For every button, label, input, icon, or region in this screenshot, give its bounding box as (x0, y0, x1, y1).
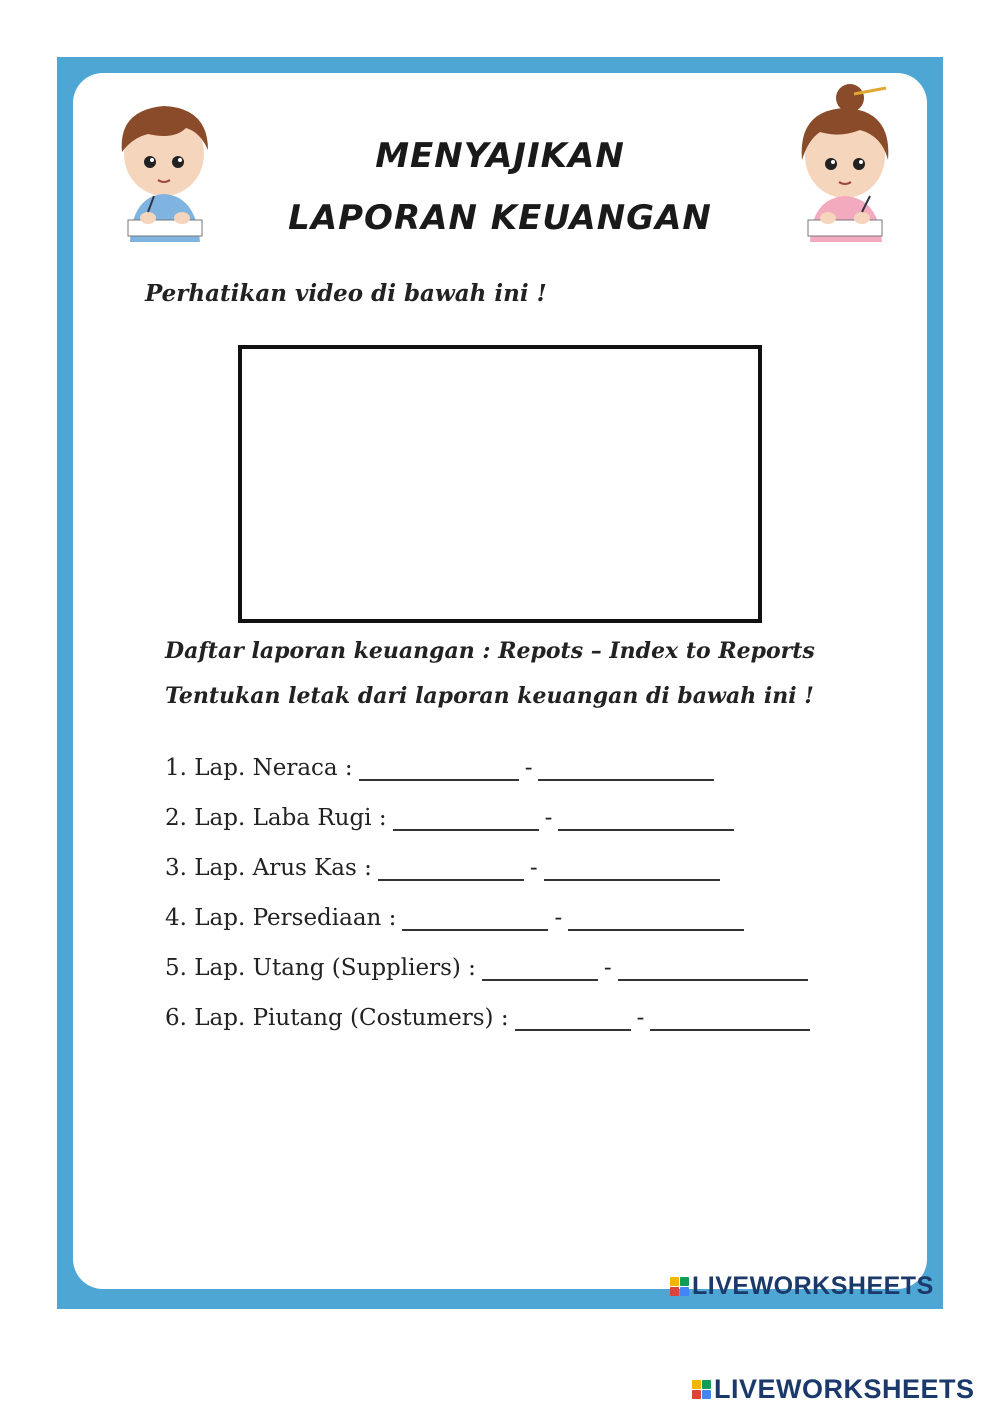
answer-blank-4b[interactable] (568, 907, 744, 931)
list-item (165, 905, 750, 931)
item-label: 4. Lap. Persediaan : (165, 905, 397, 931)
list-item (165, 755, 720, 781)
item-separator: - (603, 955, 612, 981)
video-placeholder[interactable] (238, 345, 762, 623)
title-line-1: MENYAJIKAN (375, 136, 625, 176)
list-item (165, 1005, 816, 1031)
liveworksheets-logo-footer[interactable] (692, 1374, 975, 1405)
answer-blank-5b[interactable] (618, 957, 808, 981)
item-label: 1. Lap. Neraca : (165, 755, 353, 781)
logo-text: LIVEWORKSHEETS (714, 1374, 975, 1404)
list-item (165, 855, 726, 881)
item-label: 6. Lap. Piutang (Costumers) : (165, 1005, 509, 1031)
answer-blank-5a[interactable] (482, 957, 598, 981)
item-label: 5. Lap. Utang (Suppliers) : (165, 955, 476, 981)
answer-blank-3a[interactable] (378, 857, 524, 881)
item-separator: - (554, 905, 563, 931)
worksheet-panel (73, 73, 927, 1289)
report-index-note: Daftar laporan keuangan : Repots – Index to Reports (165, 638, 815, 664)
answer-blank-2b[interactable] (558, 807, 734, 831)
item-label: 2. Lap. Laba Rugi : (165, 805, 387, 831)
item-separator: - (524, 755, 533, 781)
list-item (165, 955, 814, 981)
liveworksheets-logo-inner (670, 1272, 934, 1301)
answer-blank-2a[interactable] (393, 807, 539, 831)
liveworksheets-icon (670, 1277, 689, 1296)
video-instruction: Perhatikan video di bawah ini ! (145, 280, 547, 307)
answer-blank-6b[interactable] (650, 1007, 810, 1031)
answer-blank-1b[interactable] (538, 757, 714, 781)
liveworksheets-icon (692, 1380, 711, 1399)
item-label: 3. Lap. Arus Kas : (165, 855, 372, 881)
item-separator: - (529, 855, 538, 881)
logo-text: LIVEWORKSHEETS (692, 1272, 934, 1300)
answer-blank-3b[interactable] (544, 857, 720, 881)
list-item (165, 805, 740, 831)
answer-blank-6a[interactable] (515, 1007, 631, 1031)
item-separator: - (636, 1005, 645, 1031)
title-line-2: LAPORAN KEUANGAN (288, 198, 712, 238)
girl-writing-illustration (790, 80, 900, 242)
task-instruction: Tentukan letak dari laporan keuangan di bawah ini ! (165, 683, 814, 709)
answer-blank-1a[interactable] (359, 757, 519, 781)
answer-blank-4a[interactable] (402, 907, 548, 931)
item-separator: - (544, 805, 553, 831)
